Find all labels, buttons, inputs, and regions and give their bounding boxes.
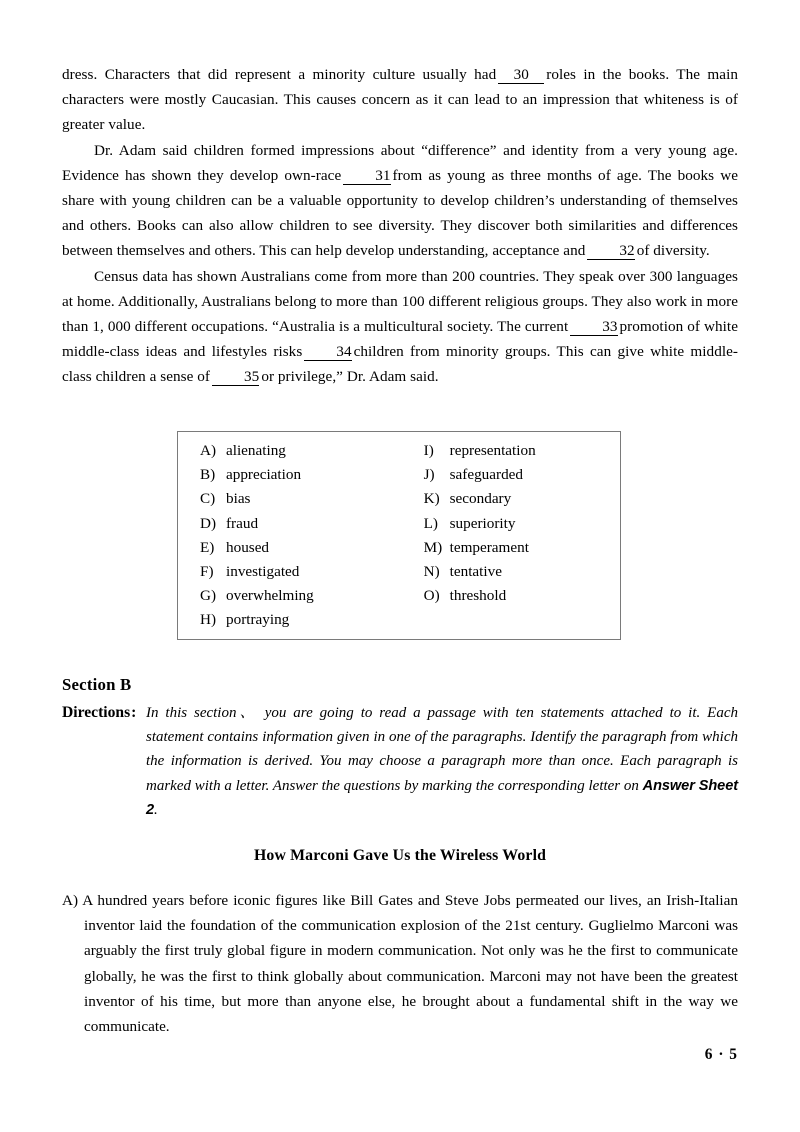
option-word: safeguarded: [449, 466, 524, 484]
word-bank-option-m[interactable]: [424, 536, 610, 560]
word-bank-option-k[interactable]: [424, 487, 610, 511]
option-word: portraying: [226, 611, 290, 629]
word-bank-option-l[interactable]: [424, 512, 610, 536]
directions-colon: :: [131, 704, 137, 721]
section-b-heading: Section B: [62, 675, 132, 694]
blank-33[interactable]: 33: [570, 319, 617, 336]
passage-p1-text-before: dress. Characters that did represent a minority culture usually had: [62, 66, 497, 83]
word-bank-columns: [200, 439, 610, 633]
option-word: alienating: [226, 442, 286, 459]
option-word: bias: [226, 490, 251, 508]
word-bank-option-d[interactable]: [200, 512, 424, 536]
word-bank-option-a[interactable]: [200, 439, 424, 463]
option-word: secondary: [449, 490, 512, 508]
option-letter: A): [200, 442, 217, 459]
option-word: representation: [449, 442, 536, 459]
paragraph-text: A hundred years before iconic figures like Bill Gates and Steve Jobs permeated our lives, an Irish-Italian inventor laid the foundation of the communication explosion of the 21st century. Guglielmo Marconi was arguably the first truly global figure in modern communication. Not only was he the first to communicate globally, he was the first to think globally about communication. Marconi may not have been the greatest inventor of his time, but more than anyone else, he brought about a fundamental shift in the way we communicate.: [82, 892, 738, 1036]
paragraph-letter: A): [62, 892, 79, 909]
word-bank-option-f[interactable]: [200, 560, 424, 584]
directions-text: [62, 701, 738, 822]
passage-paragraph-3: [62, 264, 738, 390]
option-letter: L): [423, 514, 438, 532]
directions-block: [62, 701, 738, 822]
option-word: tentative: [449, 563, 502, 581]
article-title: How Marconi Gave Us the Wireless World: [253, 847, 547, 864]
blank-35[interactable]: 35: [212, 369, 259, 386]
directions-text-end: .: [154, 801, 158, 818]
option-letter: I): [423, 442, 434, 459]
passage-p3-text-mid2: children from minority groups. This can give white middle-class children a sense of: [62, 343, 738, 386]
option-word: temperament: [449, 538, 529, 556]
passage-p3-text-mid1: promotion of white middle-class ideas and lifestyles risks: [62, 318, 738, 361]
word-bank-option-j[interactable]: [424, 463, 610, 487]
option-word: housed: [226, 538, 270, 556]
passage-content: [62, 62, 738, 390]
option-word: threshold: [449, 587, 507, 605]
word-bank-option-o[interactable]: [424, 584, 610, 608]
word-bank-left-column: [200, 439, 424, 633]
passage-p2-text-mid: from as young as three months of age. The books we share with young children can be a valuable opportunity to develop children’s understanding of themselves and others. Books can also allow children to see diversity. They discover both similarities and differences between themselves and others. This can help develop understanding, acceptance and: [62, 166, 739, 260]
option-letter: N): [423, 563, 440, 581]
blank-32[interactable]: 32: [587, 243, 634, 260]
word-bank-box: [177, 431, 621, 640]
option-letter: F): [200, 563, 214, 581]
option-word: superiority: [449, 514, 516, 532]
option-letter: K): [423, 490, 440, 508]
option-letter: O): [423, 587, 440, 605]
option-word: appreciation: [226, 466, 302, 484]
article-paragraph-a: [62, 888, 738, 1039]
blank-30[interactable]: 30: [498, 67, 544, 84]
passage-p2-text-before: Dr. Adam said children formed impressions about “difference” and identity from a very young age. Evidence has shown they develop own-race: [62, 141, 738, 184]
option-letter: D): [200, 514, 217, 532]
passage-paragraph-2: [62, 138, 738, 264]
directions-label: [62, 701, 136, 725]
passage-p3-text-after: or privilege,” Dr. Adam said.: [261, 368, 439, 386]
option-word: fraud: [226, 514, 259, 532]
word-bank-option-n[interactable]: [424, 560, 610, 584]
answer-sheet-reference: Answer Sheet 2: [146, 777, 738, 818]
option-letter: M): [423, 538, 443, 556]
blank-31[interactable]: 31: [343, 168, 390, 185]
option-letter: G): [200, 587, 217, 605]
word-bank-option-g[interactable]: [200, 584, 424, 608]
option-letter: E): [200, 538, 215, 556]
option-letter: H): [200, 611, 217, 629]
word-bank-option-c[interactable]: [200, 487, 424, 511]
word-bank-right-column: [424, 439, 610, 633]
passage-p2-text-after: of diversity.: [636, 242, 710, 260]
passage-p3-text-before: Census data has shown Australians come from more than 200 countries. They speak over 300 languages at home. Additionally, Australians belong to more than 100 different religious groups. They also work in more than 1, 000 different occupations. “Australia is a multicultural society. The current: [62, 267, 738, 336]
option-letter: B): [200, 466, 216, 484]
directions-text-part1: In this section、 you are going to read a passage with ten statements attached to it. Each statement contains information given in one of the paragraphs. Identify the paragraph from which the information is derived. You may choose a paragraph more than once. Each paragraph is marked with a letter. Answer the questions by marking the corresponding letter on: [146, 705, 738, 794]
word-bank-option-i[interactable]: [424, 439, 610, 463]
blank-34[interactable]: 34: [304, 344, 351, 361]
word-bank-option-e[interactable]: [200, 536, 424, 560]
word-bank-option-h[interactable]: [200, 608, 424, 632]
article-paragraphs: [62, 888, 738, 1039]
passage-p1-text-after: roles in the books. The main characters were mostly Caucasian. This causes concern as it can lead to an impression that whiteness is of greater value.: [62, 66, 738, 134]
page-number-footer: 6 · 5: [704, 1046, 738, 1063]
option-letter: C): [200, 490, 216, 508]
option-word: overwhelming: [226, 587, 314, 605]
option-letter: J): [423, 466, 435, 484]
passage-paragraph-1: [62, 62, 738, 138]
word-bank-option-b[interactable]: [200, 463, 424, 487]
directions-label-text: Directions: [62, 704, 131, 721]
option-word: investigated: [226, 563, 300, 581]
